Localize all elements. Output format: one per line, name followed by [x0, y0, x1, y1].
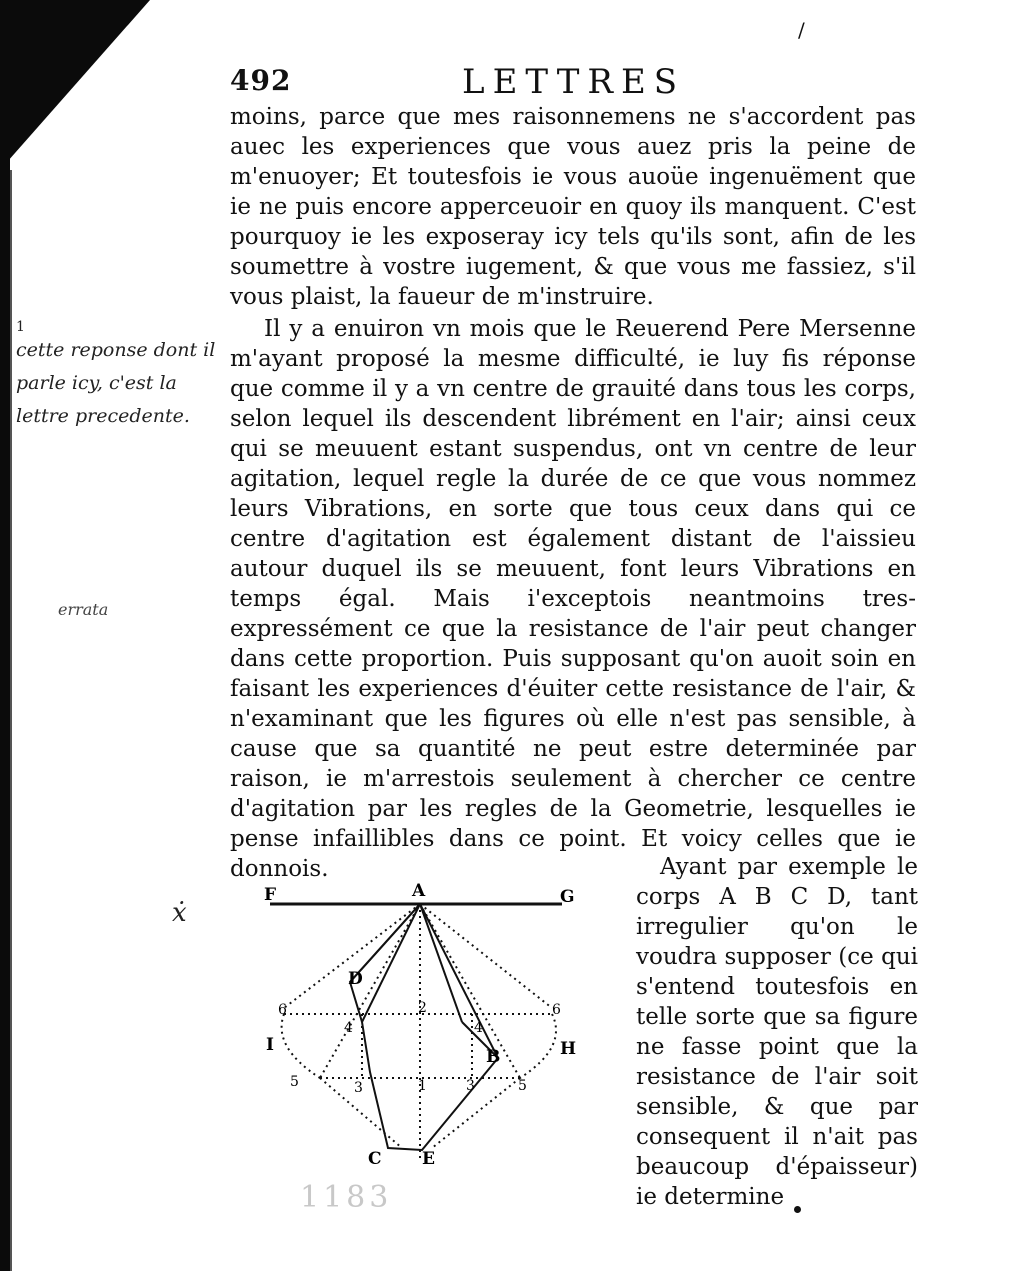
fig-num: 3 — [466, 1078, 475, 1094]
fig-num: 6 — [552, 1002, 561, 1018]
fig-label-d: D — [348, 969, 363, 989]
margin-stray-mark: ẋ — [172, 898, 187, 928]
scan-corner-shadow — [0, 0, 150, 170]
fig-label-g: G — [560, 887, 575, 907]
fig-num: 1 — [418, 1078, 427, 1094]
scan-edge-line — [10, 170, 12, 1271]
fig-label-i: I — [266, 1035, 274, 1055]
geometry-figure — [262, 872, 592, 1172]
paragraph-2: Il y a enuiron vn mois que le Reuerend Pere Mersenne m'ayant proposé la mesme difficulté, ie luy fis réponse que comme il y a vn centre de grauité dans tous les corps, selon lequel ils descendent librément en l'air; ainsi ceux qui se meuuent estant suspendus, ont vn centre de leur agitation, lequel regle la durée de ce que vous nommez leurs Vibrations, en sorte que tous ceux dans qui ce centre d'agitation est également distant de l'aissieu autour duquel ils se meuuent, font leurs Vibrations en temps égal. Mais i'exceptois neantmoins tres-expressément ce que la resistance de l'air peut changer dans cette proportion. Puis supposant qu'on auoit soin en faisant les experiences d'éuiter cette resistance de l'air, & n'examinant que les figures où elle n'est pas sensible, à cause que sa quantité ne peut estre determinée par raison, ie m'arrestois seulement à chercher ce centre d'agitation par les regles de la Geometrie, lesquelles ie pense infaillibles dans ce point. Et voicy celles que ie donnois. — [230, 316, 916, 882]
main-text — [230, 102, 916, 884]
margin-handwritten-note — [16, 320, 231, 433]
fig-label-b: B — [486, 1047, 501, 1067]
figure-side-text — [636, 852, 918, 1212]
fig-num: 6 — [278, 1002, 287, 1018]
margin-note-text: cette reponse dont il parle icy, c'est la lettre precedente. — [16, 339, 216, 427]
bleed-through-text: 1183 — [300, 1180, 393, 1215]
fig-label-c: C — [368, 1149, 382, 1169]
fig-num: 4 — [474, 1020, 483, 1036]
corner-mark: / — [798, 18, 805, 42]
fig-label-h: H — [560, 1039, 577, 1059]
fig-num: 2 — [418, 1000, 427, 1016]
fig-num: 5 — [290, 1074, 299, 1090]
page-number: 492 — [230, 64, 292, 97]
fig-label-f: F — [264, 885, 277, 905]
fig-num: 3 — [354, 1080, 363, 1096]
fig-label-e: E — [422, 1149, 435, 1169]
paragraph-1: moins, parce que mes raisonnemens ne s'accordent pas auec les experiences que vous auez pris la peine de m'enuoyer; Et toutesfois ie vous auoüe ingenuëment que ie ne puis encore apperceuoir en quoy ils manquent. C'est pourquoy ie les exposeray icy tels qu'ils sont, afin de les soumettre à vostre iugement, & que vous me fassiez, s'il vous plaist, la faueur de m'instruire. — [230, 104, 916, 310]
scan-left-border — [0, 0, 10, 1271]
side-paragraph: Ayant par exemple le corps A B C D, tant irregulier qu'on le voudra supposer (ce qui s'entend toutesfois en telle sorte que sa figure ne fasse point que la resistance de l'air soit sensible, & que par consequent il n'ait pas beaucoup d'épaisseur) ie determine — [636, 854, 918, 1210]
fig-num: 5 — [518, 1078, 527, 1094]
margin-note-number: 1 — [16, 319, 25, 335]
figure-svg — [262, 872, 592, 1172]
fig-label-a: A — [412, 881, 426, 901]
fig-num: 4 — [344, 1020, 353, 1036]
dotted-construction — [282, 904, 556, 1162]
running-head: LETTRES — [462, 62, 686, 102]
margin-errata: errata — [58, 600, 109, 619]
ink-dot — [794, 1206, 801, 1213]
